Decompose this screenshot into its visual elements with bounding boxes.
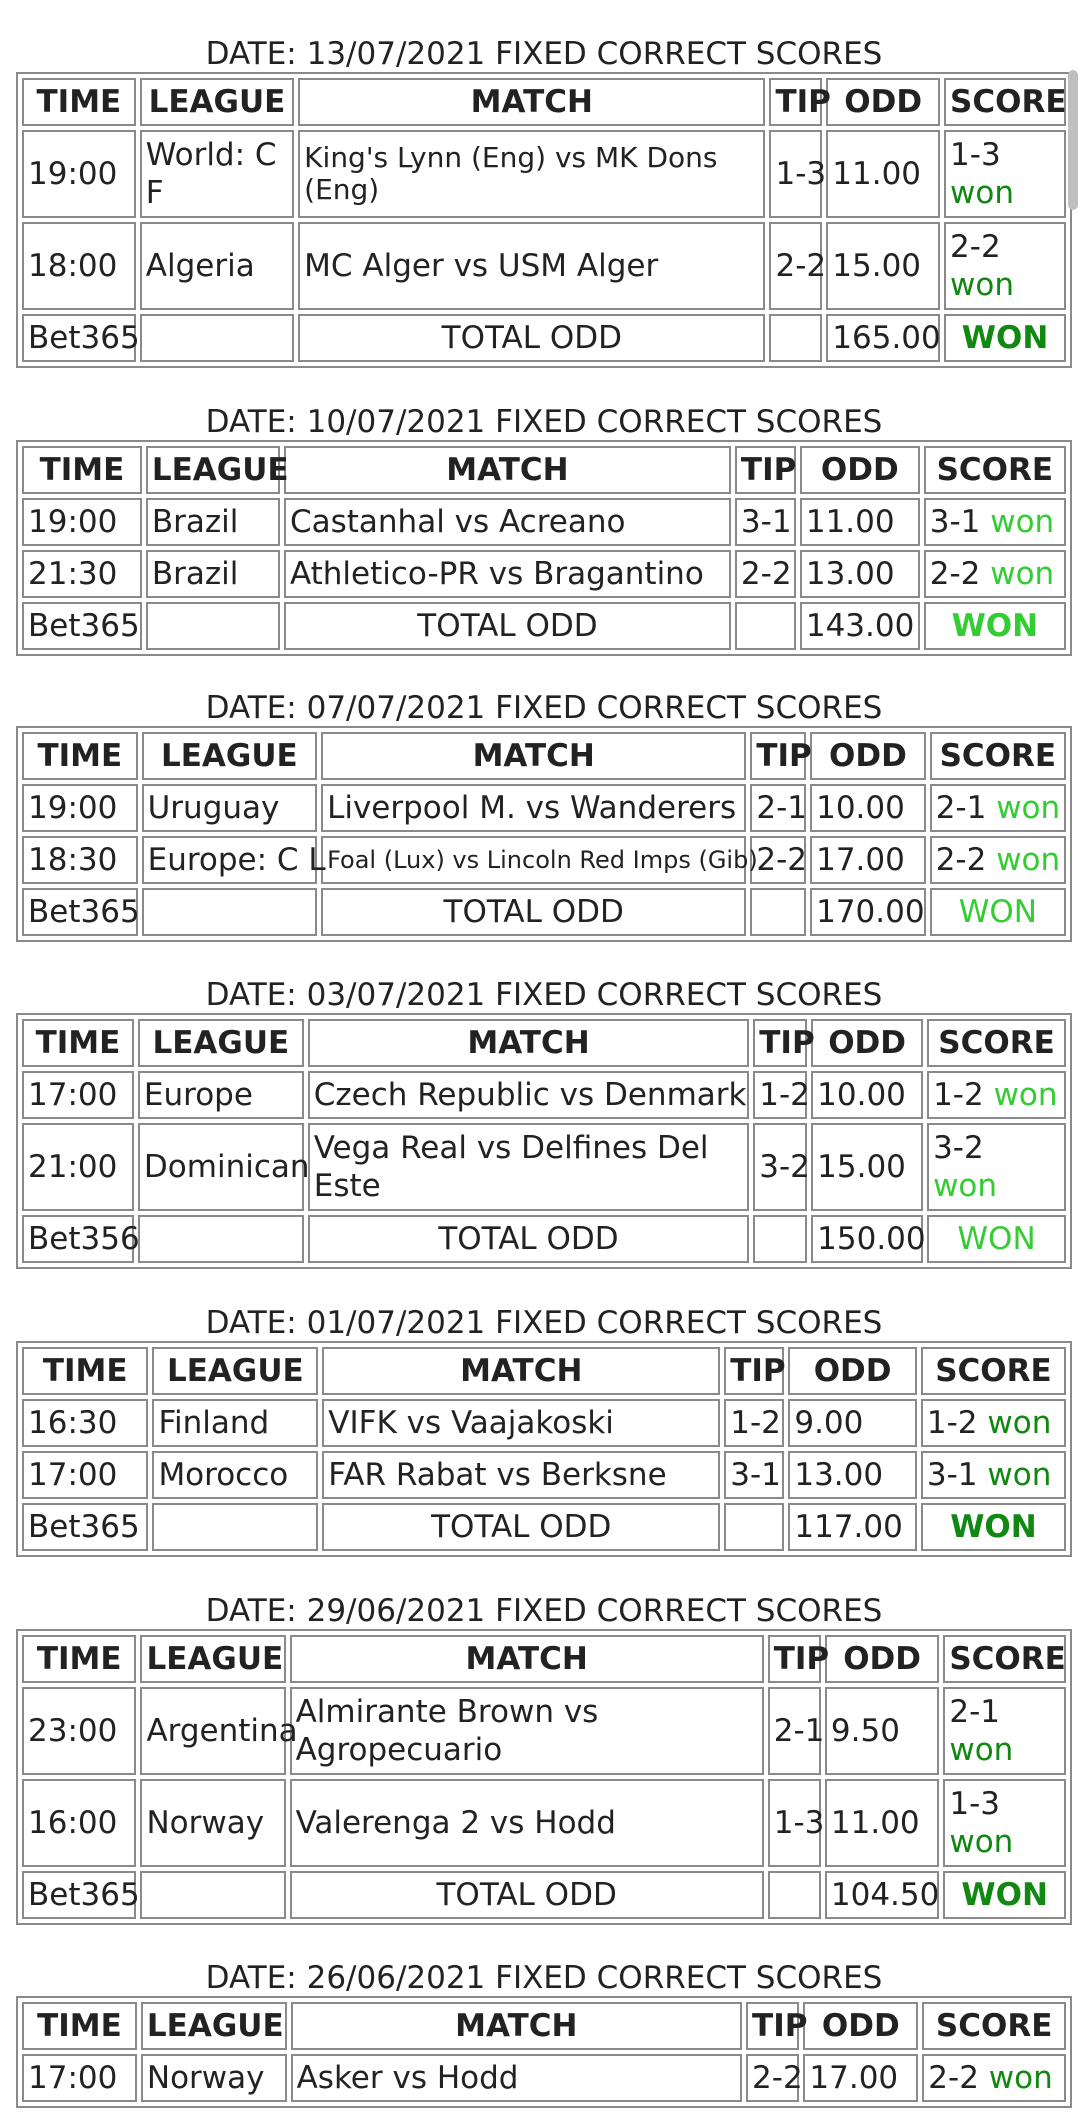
total-result-cell: WON	[943, 1871, 1066, 1919]
score-cell	[927, 1071, 1066, 1119]
header-match: MATCH	[322, 1347, 720, 1395]
match-cell: King's Lynn (Eng) vs MK Dons (Eng)	[298, 130, 765, 218]
score-value: 1-3	[949, 1786, 1000, 1822]
table-row	[22, 498, 1066, 546]
total-odd-cell: 104.50	[825, 1871, 939, 1919]
table-row	[22, 2054, 1066, 2102]
odd-cell: 11.00	[800, 498, 920, 546]
score-cell	[944, 130, 1066, 218]
score-value: 2-1	[949, 1694, 1000, 1730]
header-time: TIME	[22, 1347, 148, 1395]
header-odd: ODD	[826, 78, 940, 126]
score-cell	[922, 2054, 1066, 2102]
time-cell: 19:00	[22, 130, 136, 218]
score-value: 3-2	[933, 1130, 984, 1166]
table-row	[22, 1779, 1066, 1867]
header-league: LEAGUE	[140, 78, 294, 126]
header-tip: TIP	[753, 1019, 807, 1067]
tip-cell: 2-1	[768, 1687, 821, 1775]
odd-cell: 15.00	[826, 222, 940, 310]
scores-table	[16, 72, 1072, 368]
header-time: TIME	[22, 1635, 136, 1683]
total-result-cell: WON	[944, 314, 1066, 362]
bookmaker-cell: Bet365	[22, 602, 142, 650]
total-result-cell: WON	[927, 1215, 1066, 1263]
header-odd: ODD	[803, 2002, 918, 2050]
odd-cell: 10.00	[811, 1071, 923, 1119]
section-01-07-2021	[16, 1305, 1072, 1557]
total-odd-cell: 165.00	[826, 314, 940, 362]
total-row	[22, 1215, 1066, 1263]
odd-cell: 17.00	[810, 836, 926, 884]
tip-cell: 2-2	[735, 550, 796, 598]
header-league: LEAGUE	[142, 732, 317, 780]
header-tip: TIP	[750, 732, 806, 780]
header-league: LEAGUE	[141, 2002, 287, 2050]
time-cell: 19:00	[22, 498, 142, 546]
match-cell: Asker vs Hodd	[291, 2054, 742, 2102]
header-time: TIME	[22, 1019, 134, 1067]
league-cell: Finland	[152, 1399, 318, 1447]
header-time: TIME	[22, 732, 138, 780]
header-score: SCORE	[943, 1635, 1066, 1683]
score-value: 2-2	[929, 556, 981, 592]
bookmaker-cell: Bet365	[22, 1871, 136, 1919]
score-cell	[921, 1399, 1066, 1447]
header-league: LEAGUE	[146, 446, 280, 494]
table-row	[22, 784, 1066, 832]
empty-cell	[140, 314, 294, 362]
result-label: won	[988, 2060, 1053, 2096]
total-odd-cell: 117.00	[788, 1503, 917, 1551]
header-score: SCORE	[927, 1019, 1066, 1067]
table-row	[22, 1687, 1066, 1775]
league-cell: Dominican	[138, 1123, 304, 1211]
tip-cell: 1-3	[769, 130, 822, 218]
scores-table	[16, 1629, 1072, 1925]
header-league: LEAGUE	[152, 1347, 318, 1395]
header-row	[22, 1635, 1066, 1683]
time-cell: 23:00	[22, 1687, 136, 1775]
match-cell: Foal (Lux) vs Lincoln Red Imps (Gib)	[321, 836, 746, 884]
total-label: TOTAL ODD	[290, 1871, 764, 1919]
score-value: 1-3	[950, 137, 1001, 173]
league-cell: Brazil	[146, 550, 280, 598]
league-cell: Algeria	[140, 222, 294, 310]
result-label: won	[950, 175, 1015, 211]
tip-cell: 1-2	[753, 1071, 807, 1119]
tip-cell: 3-1	[735, 498, 796, 546]
table-row	[22, 836, 1066, 884]
header-match: MATCH	[284, 446, 731, 494]
header-time: TIME	[22, 2002, 137, 2050]
empty-cell	[724, 1503, 784, 1551]
section-caption: DATE: 10/07/2021 FIXED CORRECT SCORES	[205, 404, 883, 440]
tip-cell: 2-2	[746, 2054, 799, 2102]
empty-cell	[152, 1503, 318, 1551]
result-label: won	[949, 1824, 1014, 1860]
time-cell: 16:30	[22, 1399, 148, 1447]
match-cell: Almirante Brown vs Agropecuario	[290, 1687, 764, 1775]
bookmaker-cell: Bet365	[22, 888, 138, 936]
header-odd: ODD	[788, 1347, 917, 1395]
result-label: won	[987, 1405, 1052, 1441]
header-match: MATCH	[321, 732, 746, 780]
odd-cell: 11.00	[826, 130, 940, 218]
tip-cell: 1-2	[724, 1399, 784, 1447]
result-label: won	[950, 267, 1015, 303]
score-value: 2-2	[935, 842, 987, 878]
tip-cell: 2-2	[750, 836, 806, 884]
table-row	[22, 1123, 1066, 1211]
header-score: SCORE	[922, 2002, 1066, 2050]
odd-cell: 15.00	[811, 1123, 923, 1211]
total-label: TOTAL ODD	[284, 602, 731, 650]
time-cell: 21:00	[22, 1123, 134, 1211]
header-tip: TIP	[768, 1635, 821, 1683]
total-result-cell: WON	[924, 602, 1066, 650]
result-label: won	[990, 504, 1055, 540]
header-tip: TIP	[746, 2002, 799, 2050]
score-cell	[943, 1779, 1066, 1867]
total-odd-cell: 150.00	[811, 1215, 923, 1263]
match-cell: MC Alger vs USM Alger	[298, 222, 765, 310]
odd-cell: 13.00	[788, 1451, 917, 1499]
time-cell: 17:00	[22, 1451, 148, 1499]
header-league: LEAGUE	[138, 1019, 304, 1067]
match-cell: Liverpool M. vs Wanderers	[321, 784, 746, 832]
bookmaker-cell: Bet365	[22, 314, 136, 362]
result-label: won	[993, 1077, 1058, 1113]
header-score: SCORE	[944, 78, 1066, 126]
total-label: TOTAL ODD	[298, 314, 765, 362]
match-cell: Czech Republic vs Denmark	[308, 1071, 750, 1119]
scores-table	[16, 726, 1072, 942]
score-cell	[921, 1451, 1066, 1499]
total-row	[22, 314, 1066, 362]
score-cell	[943, 1687, 1066, 1775]
total-label: TOTAL ODD	[308, 1215, 750, 1263]
match-cell: Castanhal vs Acreano	[284, 498, 731, 546]
result-label: won	[949, 1732, 1014, 1768]
header-time: TIME	[22, 446, 142, 494]
header-match: MATCH	[298, 78, 765, 126]
match-cell: VIFK vs Vaajakoski	[322, 1399, 720, 1447]
time-cell: 18:30	[22, 836, 138, 884]
score-value: 2-1	[935, 790, 987, 826]
section-caption: DATE: 01/07/2021 FIXED CORRECT SCORES	[205, 1305, 883, 1341]
header-row	[22, 2002, 1066, 2050]
total-label: TOTAL ODD	[322, 1503, 720, 1551]
empty-cell	[140, 1871, 285, 1919]
league-cell: Europe: C L	[142, 836, 317, 884]
odd-cell: 17.00	[803, 2054, 918, 2102]
empty-cell	[138, 1215, 304, 1263]
header-league: LEAGUE	[140, 1635, 285, 1683]
header-row	[22, 1019, 1066, 1067]
league-cell: Norway	[140, 1779, 285, 1867]
empty-cell	[750, 888, 806, 936]
match-cell: Vega Real vs Delfines Del Este	[308, 1123, 750, 1211]
total-row	[22, 888, 1066, 936]
result-label: won	[996, 790, 1061, 826]
league-cell: Brazil	[146, 498, 280, 546]
odd-cell: 13.00	[800, 550, 920, 598]
header-odd: ODD	[810, 732, 926, 780]
tip-cell: 2-1	[750, 784, 806, 832]
header-odd: ODD	[825, 1635, 939, 1683]
header-odd: ODD	[800, 446, 920, 494]
empty-cell	[753, 1215, 807, 1263]
total-odd-cell: 143.00	[800, 602, 920, 650]
result-label: won	[990, 556, 1055, 592]
odd-cell: 11.00	[825, 1779, 939, 1867]
total-result-cell: WON	[921, 1503, 1066, 1551]
header-match: MATCH	[290, 1635, 764, 1683]
bookmaker-cell: Bet356	[22, 1215, 134, 1263]
score-cell	[924, 498, 1066, 546]
scores-table	[16, 1013, 1072, 1269]
section-26-06-2021	[16, 1960, 1072, 2108]
scores-table	[16, 1996, 1072, 2108]
league-cell: Europe	[138, 1071, 304, 1119]
time-cell: 21:30	[22, 550, 142, 598]
tip-cell: 3-1	[724, 1451, 784, 1499]
header-row	[22, 446, 1066, 494]
header-tip: TIP	[724, 1347, 784, 1395]
match-cell: Athletico-PR vs Bragantino	[284, 550, 731, 598]
section-caption: DATE: 13/07/2021 FIXED CORRECT SCORES	[205, 36, 883, 72]
section-07-07-2021	[16, 690, 1072, 942]
score-value: 2-2	[928, 2060, 979, 2096]
header-odd: ODD	[811, 1019, 923, 1067]
scores-table	[16, 440, 1072, 656]
header-tip: TIP	[735, 446, 796, 494]
odd-cell: 9.00	[788, 1399, 917, 1447]
header-row	[22, 732, 1066, 780]
match-cell: FAR Rabat vs Berksne	[322, 1451, 720, 1499]
league-cell: Norway	[141, 2054, 287, 2102]
result-label: won	[996, 842, 1061, 878]
league-cell: World: C F	[140, 130, 294, 218]
section-29-06-2021	[16, 1593, 1072, 1925]
time-cell: 19:00	[22, 784, 138, 832]
header-score: SCORE	[921, 1347, 1066, 1395]
total-row	[22, 1871, 1066, 1919]
scores-table	[16, 1341, 1072, 1557]
time-cell: 17:00	[22, 1071, 134, 1119]
time-cell: 17:00	[22, 2054, 137, 2102]
section-13-07-2021	[16, 36, 1072, 368]
empty-cell	[735, 602, 796, 650]
total-result-cell: WON	[930, 888, 1066, 936]
section-caption: DATE: 26/06/2021 FIXED CORRECT SCORES	[205, 1960, 883, 1996]
total-odd-cell: 170.00	[810, 888, 926, 936]
table-row	[22, 222, 1066, 310]
section-caption: DATE: 03/07/2021 FIXED CORRECT SCORES	[205, 977, 883, 1013]
vertical-scrollbar[interactable]	[1068, 70, 1078, 210]
empty-cell	[142, 888, 317, 936]
score-value: 1-2	[926, 1405, 978, 1441]
header-row	[22, 78, 1066, 126]
score-cell	[944, 222, 1066, 310]
score-cell	[930, 836, 1066, 884]
total-row	[22, 602, 1066, 650]
table-row	[22, 550, 1066, 598]
score-cell	[924, 550, 1066, 598]
odd-cell: 10.00	[810, 784, 926, 832]
header-time: TIME	[22, 78, 136, 126]
table-row	[22, 1399, 1066, 1447]
score-cell	[930, 784, 1066, 832]
table-row	[22, 1071, 1066, 1119]
section-10-07-2021	[16, 404, 1072, 656]
tip-cell: 1-3	[768, 1779, 821, 1867]
result-label: won	[933, 1168, 998, 1204]
section-03-07-2021	[16, 977, 1072, 1269]
bookmaker-cell: Bet365	[22, 1503, 148, 1551]
league-cell: Argentina	[140, 1687, 285, 1775]
tip-cell: 2-2	[769, 222, 822, 310]
empty-cell	[146, 602, 280, 650]
total-label: TOTAL ODD	[321, 888, 746, 936]
section-caption: DATE: 07/07/2021 FIXED CORRECT SCORES	[205, 690, 883, 726]
tip-cell: 3-2	[753, 1123, 807, 1211]
header-score: SCORE	[924, 446, 1066, 494]
empty-cell	[769, 314, 822, 362]
empty-cell	[768, 1871, 821, 1919]
table-row	[22, 130, 1066, 218]
league-cell: Morocco	[152, 1451, 318, 1499]
result-label: won	[987, 1457, 1052, 1493]
header-row	[22, 1347, 1066, 1395]
score-cell	[927, 1123, 1066, 1211]
score-value: 3-1	[926, 1457, 978, 1493]
score-value: 2-2	[950, 229, 1001, 265]
header-score: SCORE	[930, 732, 1066, 780]
score-value: 3-1	[929, 504, 981, 540]
match-cell: Valerenga 2 vs Hodd	[290, 1779, 764, 1867]
score-value: 1-2	[933, 1077, 984, 1113]
total-row	[22, 1503, 1066, 1551]
time-cell: 18:00	[22, 222, 136, 310]
section-caption: DATE: 29/06/2021 FIXED CORRECT SCORES	[205, 1593, 883, 1629]
league-cell: Uruguay	[142, 784, 317, 832]
odd-cell: 9.50	[825, 1687, 939, 1775]
time-cell: 16:00	[22, 1779, 136, 1867]
header-tip: TIP	[769, 78, 822, 126]
header-match: MATCH	[291, 2002, 742, 2050]
header-match: MATCH	[308, 1019, 750, 1067]
table-row	[22, 1451, 1066, 1499]
